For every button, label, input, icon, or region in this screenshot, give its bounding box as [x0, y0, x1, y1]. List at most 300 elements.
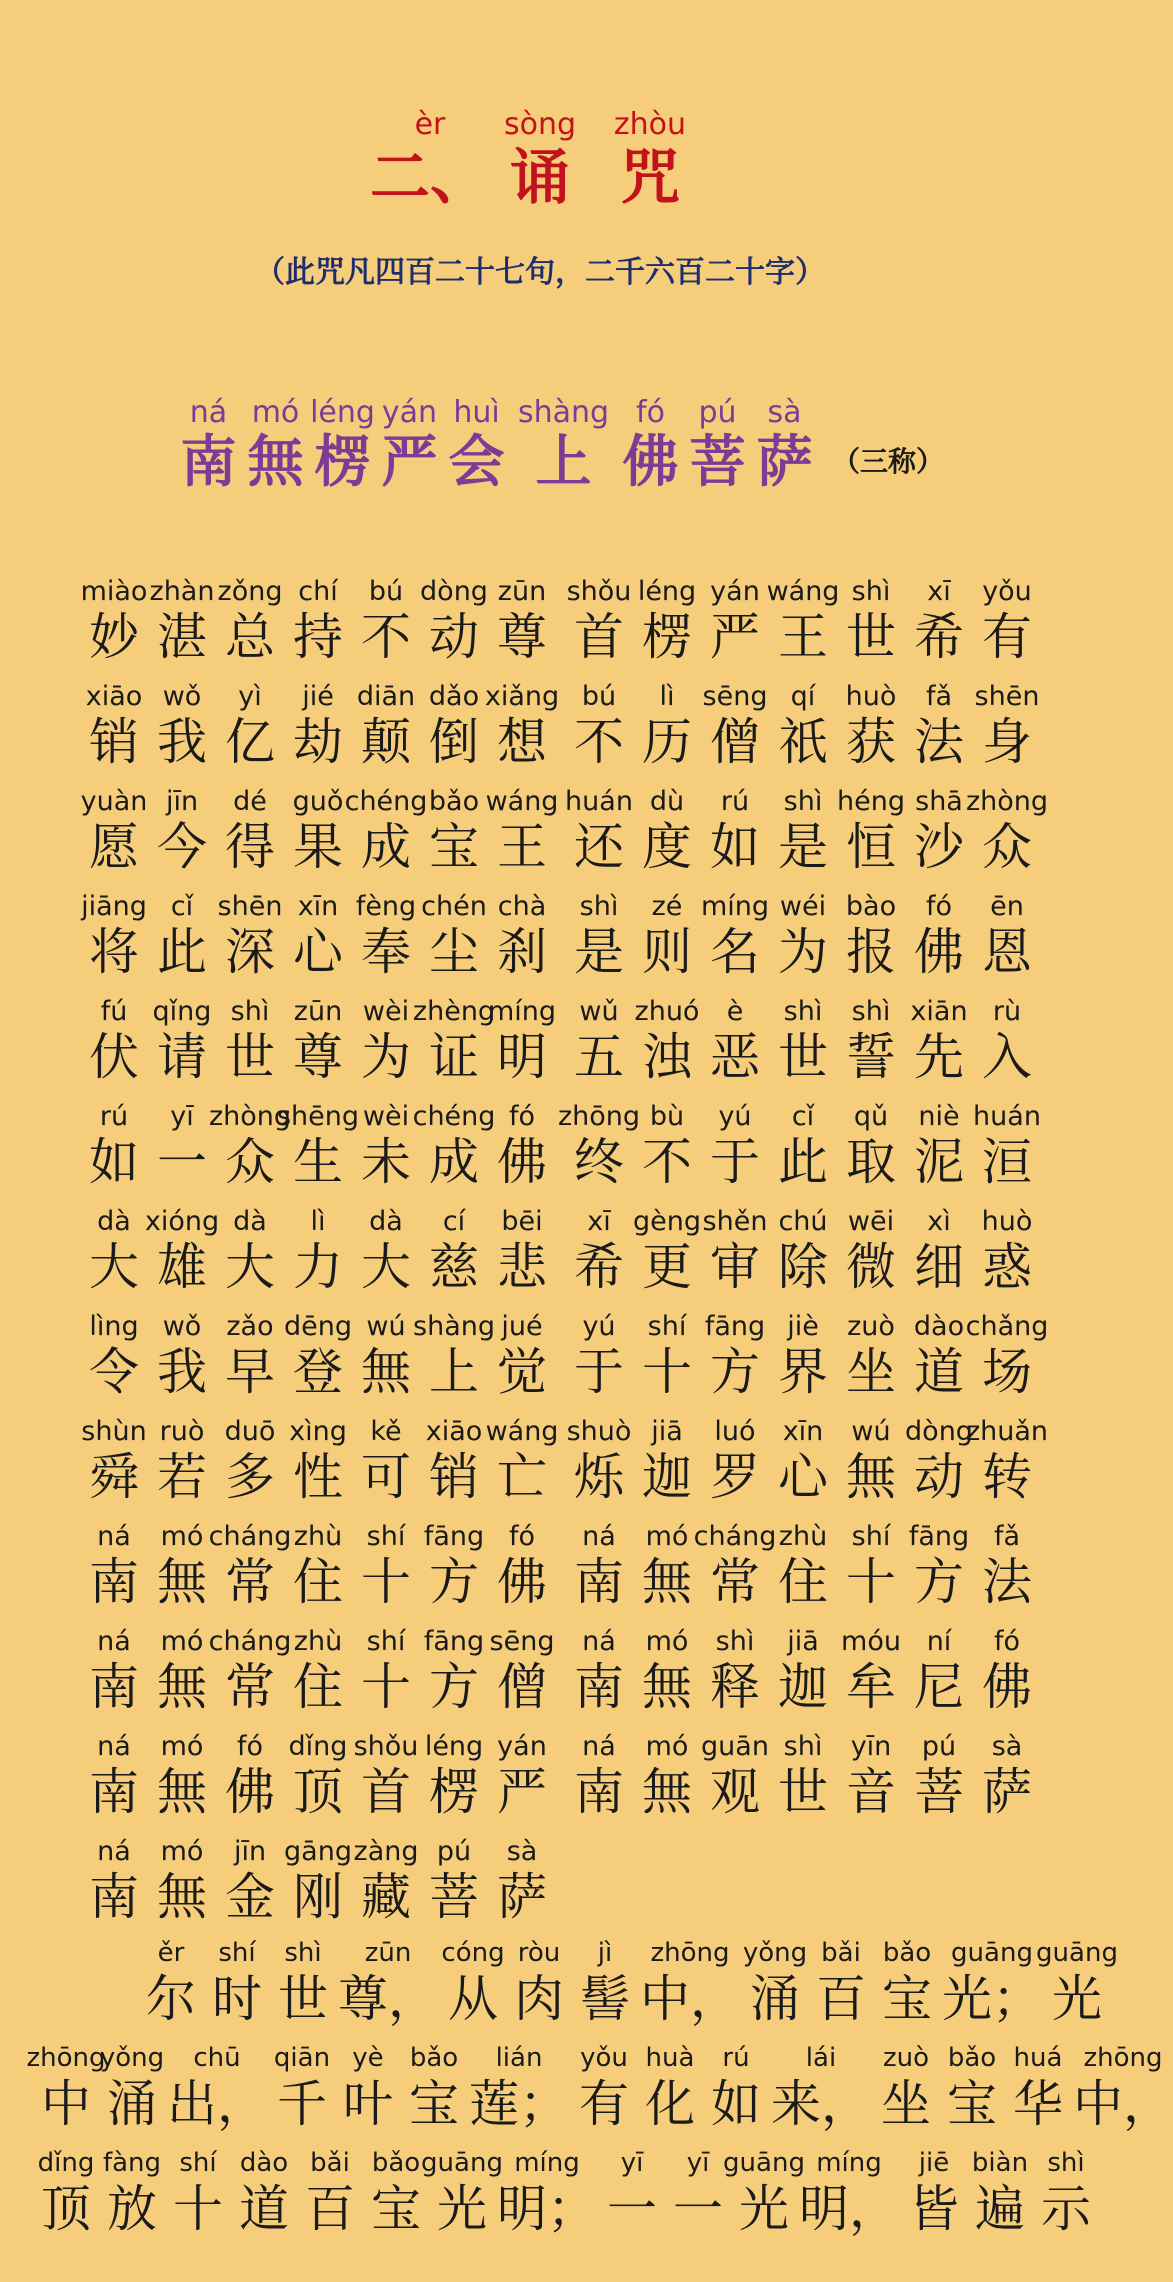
character-with-pinyin: [837, 996, 905, 1086]
pinyin: bù: [649, 1101, 685, 1132]
pinyin: yǒu: [580, 2043, 628, 2073]
pinyin: wēi: [847, 1206, 895, 1237]
pinyin: yán: [497, 1731, 547, 1762]
character-with-pinyin: [420, 1416, 488, 1506]
verse-left: [80, 1311, 556, 1401]
pinyin: bǎi: [821, 1938, 861, 1968]
character-with-pinyin: [148, 1101, 216, 1191]
pinyin: dǎo: [428, 681, 480, 712]
hanzi: 尊: [293, 1028, 343, 1086]
hanzi: 不: [574, 713, 624, 771]
pinyin: dé: [233, 786, 267, 817]
hanzi: 一: [607, 2180, 657, 2238]
hanzi: 住: [778, 1553, 828, 1611]
pinyin: zhōng: [1083, 2043, 1163, 2073]
pinyin: shí: [647, 1311, 687, 1342]
character-with-pinyin: [633, 576, 701, 666]
hanzi: 刹: [497, 923, 547, 981]
pinyin: shǒu: [353, 1731, 419, 1762]
pinyin: shì: [230, 996, 270, 1027]
pinyin: cháng: [208, 1626, 292, 1657]
hanzi: 常: [225, 1658, 275, 1716]
pinyin: jiā: [787, 1626, 819, 1657]
hanzi: 动: [429, 608, 479, 666]
hanzi: 总: [225, 608, 275, 666]
hanzi: 迦: [642, 1448, 692, 1506]
verse-right: [565, 996, 1041, 1086]
character-with-pinyin: [905, 1206, 973, 1296]
pinyin: qiān: [273, 2043, 331, 2073]
hanzi: 早: [225, 1343, 275, 1401]
pinyin: mó: [160, 1836, 204, 1867]
pinyin: míng: [816, 2148, 882, 2178]
pinyin: cǐ: [791, 1101, 815, 1132]
character-with-pinyin: [565, 576, 633, 666]
pinyin: fàng: [102, 2148, 162, 2178]
hanzi: 恩: [982, 923, 1032, 981]
hanzi: 僧: [497, 1658, 547, 1716]
character-with-pinyin: [769, 891, 837, 981]
hanzi: 想: [497, 713, 547, 771]
pinyin: duō: [224, 1416, 276, 1447]
pinyin: wéi: [779, 891, 827, 922]
hanzi: 入: [982, 1028, 1032, 1086]
repeat-note: （三称）: [832, 445, 945, 478]
character-with-pinyin: [633, 1311, 701, 1401]
character-with-pinyin: [517, 395, 610, 495]
pinyin: mó: [160, 1626, 204, 1657]
pinyin: móu: [841, 1626, 901, 1657]
character-with-pinyin: [80, 1101, 148, 1191]
hanzi: 道: [914, 1343, 964, 1401]
hanzi: 烁: [574, 1448, 624, 1506]
hanzi: 佛: [914, 923, 964, 981]
hanzi: 不: [361, 608, 411, 666]
pinyin: wǒ: [162, 1311, 202, 1342]
hanzi: 除: [778, 1238, 828, 1296]
character-with-pinyin: [769, 1521, 837, 1611]
pinyin: diān: [356, 681, 416, 712]
pinyin: léng: [637, 576, 697, 607]
character-with-pinyin: [633, 786, 701, 876]
pinyin: dǐng: [288, 1731, 348, 1762]
character-with-pinyin: [565, 996, 633, 1086]
pinyin: yǒng: [99, 2043, 165, 2073]
hanzi: 深: [225, 923, 275, 981]
character-with-pinyin: [837, 1416, 905, 1506]
hanzi: 世: [778, 1028, 828, 1086]
hanzi: 宝: [429, 818, 479, 876]
pinyin: xīn: [782, 1416, 824, 1447]
character-with-pinyin: [766, 576, 840, 666]
verse-row: [0, 1313, 1080, 1419]
pinyin: huán: [565, 786, 633, 817]
hanzi: 大: [89, 1238, 139, 1296]
hanzi: 宝: [371, 2180, 421, 2238]
character-with-pinyin: [216, 891, 284, 981]
hanzi: 坐: [846, 1343, 896, 1401]
character-with-pinyin: [837, 1521, 905, 1611]
hanzi: 住: [293, 1658, 343, 1716]
pinyin: yán: [710, 576, 760, 607]
character-with-pinyin: [284, 576, 352, 666]
hanzi: 世: [225, 1028, 275, 1086]
character-with-pinyin: [80, 786, 148, 876]
verse-row: [0, 1523, 1080, 1629]
pinyin: yīn: [850, 1731, 892, 1762]
hanzi: 销: [89, 713, 139, 771]
character-with-pinyin: [837, 1626, 905, 1716]
pinyin: guāng: [723, 2148, 805, 2178]
character-with-pinyin: [633, 1416, 701, 1506]
hanzi: 不: [642, 1133, 692, 1191]
hanzi: 王: [497, 818, 547, 876]
hanzi: 皆: [909, 2180, 959, 2238]
verse-row: [0, 1208, 1080, 1314]
hanzi: 常: [710, 1553, 760, 1611]
character-with-pinyin: [574, 1938, 636, 2028]
character-with-pinyin: [1035, 2148, 1097, 2238]
hanzi: 涌: [750, 1970, 800, 2028]
character-with-pinyin: [693, 1521, 777, 1611]
pinyin: zhù: [293, 1626, 343, 1657]
hanzi: 此: [157, 923, 207, 981]
character-with-pinyin: [633, 1521, 701, 1611]
pinyin: pú: [921, 1731, 957, 1762]
prose-line: [0, 1938, 1118, 2046]
pinyin: sēng: [702, 681, 768, 712]
character-with-pinyin: [421, 2148, 503, 2238]
hanzi: 取: [846, 1133, 896, 1191]
pinyin: guǒ: [292, 786, 344, 817]
verse-right: [557, 1101, 1041, 1191]
pinyin: zhòu: [613, 107, 687, 142]
hanzi: 未: [361, 1133, 411, 1191]
character-with-pinyin: [206, 1938, 268, 2028]
character-with-pinyin: [723, 2148, 805, 2238]
character-with-pinyin: [488, 1521, 556, 1611]
character-with-pinyin: [284, 786, 352, 876]
character-with-pinyin: [352, 996, 420, 1086]
hanzi: 肉: [514, 1970, 564, 2028]
pinyin: bǎo: [371, 2148, 421, 2178]
hanzi: 祇: [778, 713, 828, 771]
hanzi: 从: [448, 1970, 498, 2028]
hanzi: 终: [574, 1133, 624, 1191]
character-with-pinyin: [633, 996, 701, 1086]
character-with-pinyin: [701, 996, 769, 1086]
pinyin: pú: [436, 1836, 472, 1867]
hanzi: 方: [429, 1553, 479, 1611]
hanzi: 千: [277, 2075, 327, 2133]
character-with-pinyin: [148, 1311, 216, 1401]
pinyin: sòng: [503, 107, 577, 142]
character-with-pinyin: [216, 1731, 284, 1821]
character-with-pinyin: [35, 2148, 97, 2238]
character-with-pinyin: [565, 1416, 633, 1506]
hanzi: 界: [778, 1343, 828, 1401]
hanzi: 萨: [756, 429, 813, 495]
hanzi: 南: [574, 1763, 624, 1821]
character-with-pinyin: [617, 395, 684, 495]
character-with-pinyin: [700, 891, 770, 981]
hanzi: 我: [157, 713, 207, 771]
character-with-pinyin: [633, 1626, 701, 1716]
hanzi: 刚: [293, 1868, 343, 1926]
pinyin: léng: [424, 1731, 484, 1762]
hanzi: 获: [846, 713, 896, 771]
hanzi: 时: [212, 1970, 262, 2028]
character-with-pinyin: [771, 2043, 871, 2133]
character-with-pinyin: [969, 2148, 1031, 2238]
character-with-pinyin: [485, 786, 559, 876]
pinyin: zhōng: [26, 2043, 106, 2073]
character-with-pinyin: [284, 681, 352, 771]
hanzi: 南: [89, 1763, 139, 1821]
pinyin: xióng: [144, 1206, 220, 1237]
pinyin: dà: [369, 1206, 403, 1237]
hanzi: 道: [239, 2180, 289, 2238]
verse-left: [80, 1101, 556, 1191]
pinyin: huà: [645, 2043, 695, 2073]
hanzi: 将: [89, 923, 139, 981]
verse-row: [0, 788, 1080, 894]
hanzi: 奉: [361, 923, 411, 981]
pinyin: xīn: [297, 891, 339, 922]
character-with-pinyin: [905, 996, 973, 1086]
pinyin: zhuó: [634, 996, 700, 1027]
character-with-pinyin: [26, 2043, 106, 2133]
character-with-pinyin: [233, 2148, 295, 2238]
hanzi: 佛: [622, 429, 679, 495]
pinyin: wáng: [766, 576, 840, 607]
character-with-pinyin: [633, 891, 701, 981]
hanzi: 菩: [429, 1868, 479, 1926]
hanzi: 可: [361, 1448, 411, 1506]
hanzi: 二、: [370, 143, 490, 213]
verse-row: [0, 1103, 1080, 1209]
character-with-pinyin: [905, 1416, 973, 1506]
hanzi: 無: [846, 1448, 896, 1506]
hanzi: 报: [846, 923, 896, 981]
pinyin: qǔ: [853, 1101, 889, 1132]
verse-left: [80, 576, 556, 666]
pinyin: lì: [659, 681, 675, 712]
character-with-pinyin: [684, 395, 751, 495]
hanzi: 莲；: [469, 2075, 569, 2133]
character-with-pinyin: [639, 2043, 701, 2133]
pinyin: fú: [100, 996, 128, 1027]
hanzi: 世: [278, 1970, 328, 2028]
pinyin: zuò: [847, 1311, 895, 1342]
character-with-pinyin: [420, 1836, 488, 1926]
invocation-line: [175, 395, 945, 495]
hanzi: 雄: [157, 1238, 207, 1296]
character-with-pinyin: [769, 681, 837, 771]
character-with-pinyin: [565, 1206, 633, 1296]
character-with-pinyin: [485, 107, 595, 213]
character-with-pinyin: [905, 786, 973, 876]
character-with-pinyin: [488, 1731, 556, 1821]
pinyin: zǒng: [217, 576, 283, 607]
verse-row: [0, 998, 1080, 1104]
hanzi: 众: [225, 1133, 275, 1191]
hanzi: 惑: [982, 1238, 1032, 1296]
verse-right: [565, 891, 1041, 981]
character-with-pinyin: [140, 1938, 202, 2028]
character-with-pinyin: [284, 1836, 352, 1926]
hanzi: 沙: [914, 818, 964, 876]
pinyin: fǎ: [925, 681, 953, 712]
character-with-pinyin: [701, 1416, 769, 1506]
hanzi: 如: [89, 1133, 139, 1191]
pinyin: chǎng: [965, 1311, 1049, 1342]
pinyin: chéng: [412, 1101, 496, 1132]
pinyin: jiè: [787, 1311, 819, 1342]
character-with-pinyin: [565, 891, 633, 981]
pinyin: shí: [179, 2148, 217, 2178]
pinyin: bǎi: [310, 2148, 350, 2178]
pinyin: zūn: [293, 996, 343, 1027]
character-with-pinyin: [667, 2148, 729, 2238]
hanzi: 如: [710, 818, 760, 876]
character-with-pinyin: [973, 891, 1041, 981]
character-with-pinyin: [973, 996, 1041, 1086]
hanzi: 五: [574, 1028, 624, 1086]
character-with-pinyin: [101, 2148, 163, 2238]
character-with-pinyin: [208, 1521, 292, 1611]
hanzi: 坐: [881, 2075, 931, 2133]
character-with-pinyin: [742, 1938, 808, 2028]
pinyin: xiān: [910, 996, 968, 1027]
character-with-pinyin: [751, 395, 818, 495]
pinyin: guān: [701, 1731, 769, 1762]
pinyin: chà: [497, 891, 547, 922]
pinyin: shì: [851, 576, 891, 607]
hanzi: 藏: [361, 1868, 411, 1926]
character-with-pinyin: [148, 681, 216, 771]
character-with-pinyin: [488, 1836, 556, 1926]
hanzi: 如: [711, 2075, 761, 2133]
hanzi: 出，: [167, 2075, 267, 2133]
pinyin: ruò: [159, 1416, 205, 1447]
hanzi: 放: [107, 2180, 157, 2238]
character-with-pinyin: [488, 1626, 556, 1716]
character-with-pinyin: [216, 1311, 284, 1401]
pinyin: huán: [973, 1101, 1041, 1132]
hanzi: 我: [157, 1343, 207, 1401]
hanzi: 髻: [580, 1970, 630, 2028]
pinyin: yú: [718, 1101, 752, 1132]
pinyin: mó: [160, 1521, 204, 1552]
hanzi: 佛: [225, 1763, 275, 1821]
pinyin: ròu: [517, 1938, 561, 1968]
hanzi: 佛: [497, 1553, 547, 1611]
hanzi: 菩: [689, 429, 746, 495]
hanzi: 楞: [314, 429, 371, 495]
character-with-pinyin: [701, 1206, 769, 1296]
verse-right: [565, 1521, 1041, 1611]
hanzi: 住: [293, 1553, 343, 1611]
character-with-pinyin: [441, 1938, 505, 2028]
hanzi: 首: [574, 608, 624, 666]
hanzi: 南: [574, 1553, 624, 1611]
hanzi: 观: [710, 1763, 760, 1821]
hanzi: 無: [361, 1343, 411, 1401]
pinyin: gèng: [633, 1206, 702, 1237]
hanzi: 無: [157, 1868, 207, 1926]
pinyin: fó: [636, 395, 665, 430]
hanzi: 销: [429, 1448, 479, 1506]
verse-left: [80, 1626, 556, 1716]
pinyin: lái: [805, 2043, 837, 2073]
pinyin: xī: [587, 1206, 611, 1237]
character-with-pinyin: [80, 1521, 148, 1611]
character-with-pinyin: [242, 395, 309, 495]
hanzi: 身: [982, 713, 1032, 771]
hanzi: 尊: [497, 608, 547, 666]
hanzi: 转: [982, 1448, 1032, 1506]
hanzi: 性: [293, 1448, 343, 1506]
character-with-pinyin: [412, 996, 496, 1086]
hanzi: 十: [846, 1553, 896, 1611]
character-with-pinyin: [497, 2148, 597, 2238]
hanzi: 为: [778, 923, 828, 981]
character-with-pinyin: [352, 1416, 420, 1506]
character-with-pinyin: [965, 786, 1049, 876]
pinyin: yè: [352, 2043, 384, 2073]
hanzi: 南: [574, 1658, 624, 1716]
character-with-pinyin: [799, 2148, 899, 2238]
pinyin: bǎo: [882, 1938, 932, 1968]
pinyin: jié: [302, 681, 334, 712]
hanzi: 中，: [640, 1970, 740, 2028]
pinyin: huò: [845, 681, 897, 712]
hanzi: 度: [642, 818, 692, 876]
character-with-pinyin: [420, 1521, 488, 1611]
character-with-pinyin: [701, 786, 769, 876]
pinyin: zhōng: [557, 1101, 641, 1132]
character-with-pinyin: [769, 1101, 837, 1191]
hanzi: 洹: [982, 1133, 1032, 1191]
character-with-pinyin: [376, 395, 443, 495]
pinyin: wǔ: [579, 996, 619, 1027]
pinyin: shì: [783, 1731, 823, 1762]
hanzi: 方: [429, 1658, 479, 1716]
character-with-pinyin: [487, 996, 557, 1086]
hanzi: 一: [673, 2180, 723, 2238]
hanzi: 明，: [799, 2180, 899, 2238]
hanzi: 希: [574, 1238, 624, 1296]
verse-left: [80, 1731, 556, 1821]
character-with-pinyin: [905, 576, 973, 666]
character-with-pinyin: [565, 786, 633, 876]
hanzi: 登: [293, 1343, 343, 1401]
pinyin: è: [726, 996, 744, 1027]
hanzi: 宝: [409, 2075, 459, 2133]
section-title: [0, 107, 1080, 213]
pinyin: shí: [851, 1521, 891, 1552]
pinyin: luó: [714, 1416, 756, 1447]
pinyin: dào: [239, 2148, 289, 2178]
character-with-pinyin: [148, 1836, 216, 1926]
pinyin: rú: [722, 2043, 750, 2073]
character-with-pinyin: [80, 1416, 148, 1506]
hanzi: 严: [381, 429, 438, 495]
character-with-pinyin: [769, 1416, 837, 1506]
pinyin: jué: [501, 1311, 543, 1342]
hanzi: 力: [293, 1238, 343, 1296]
